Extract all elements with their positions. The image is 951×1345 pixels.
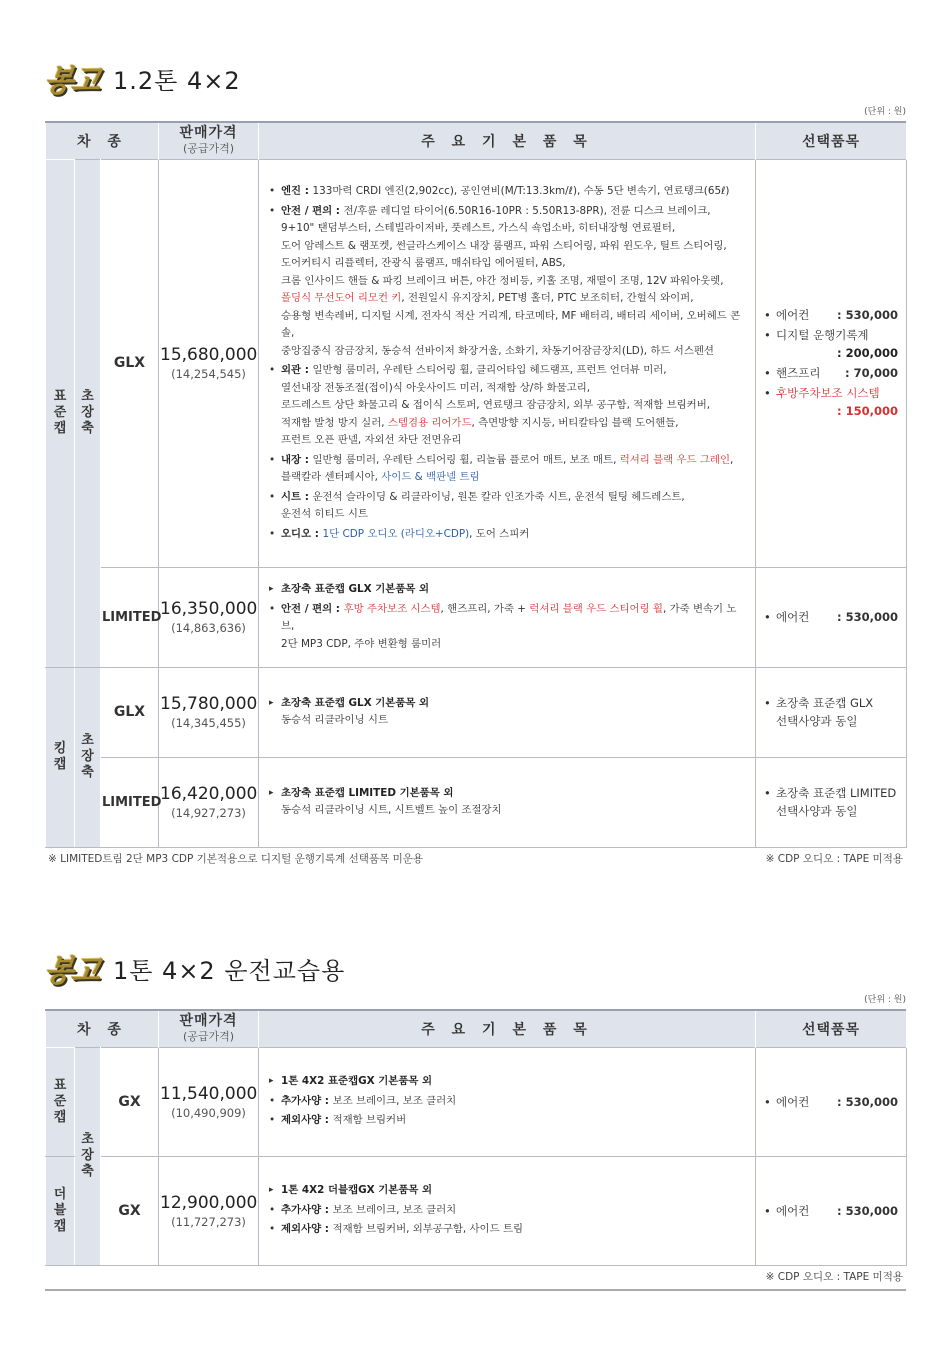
header-options: 선택품목 [756, 1011, 907, 1047]
price-cell: 15,780,000 (14,345,455) [159, 667, 259, 757]
bottom-rule [45, 1289, 906, 1291]
section2-table-wrap [45, 1009, 906, 1266]
features-std-gx: ▸ 1톤 4X2 표준캡GX 기본품목 외 • 추가사양 : 보조 브레이크, 보조 클러치 • 제외사양 : 적재함 브림커버 [259, 1047, 756, 1156]
section1-title-row [42, 53, 241, 103]
header-type: 차 종 [46, 123, 159, 159]
trim-limited: LIMITED [101, 567, 159, 667]
section1-title: 1.2톤 4×2 [112, 66, 241, 95]
axle-long: 초 장 축 [75, 667, 101, 847]
trim-gx: GX [101, 1156, 159, 1265]
header-features: 주 요 기 본 품 목 [259, 123, 756, 159]
section1-unit: (단위 : 원) [864, 107, 906, 117]
trim-glx: GLX [101, 667, 159, 757]
header-price: 판매가격 (공급가격) [159, 1011, 259, 1047]
section2-title-row [42, 943, 346, 993]
axle-long: 초 장 축 [75, 1047, 101, 1265]
section1-table-wrap [45, 121, 906, 848]
trim-glx: GLX [101, 159, 159, 567]
footnote-right: ※ CDP 오디오 : TAPE 미적용 [765, 853, 903, 865]
footnote-right: ※ CDP 오디오 : TAPE 미적용 [765, 1271, 903, 1283]
header-price: 판매가격 (공급가격) [159, 123, 259, 159]
header-features: 주 요 기 본 품 목 [259, 1011, 756, 1047]
options-std-gx: • 에어컨 : 530,000 [756, 1047, 907, 1156]
trim-limited: LIMITED [101, 757, 159, 847]
price-table-2 [45, 1011, 907, 1266]
section2-unit: (단위 : 원) [864, 995, 906, 1005]
features-limited: ▸ 초장축 표준캡 GLX 기본품목 외 • 안전 / 편의 : 후방 주차보조 시스템, 핸즈프리, 가죽 + 럭셔리 블랙 우드 스티어링 휠, 가죽 변속기 노브, 2단 MP3 CDP, 주야 변환형 룸미러 [259, 567, 756, 667]
price-table-1 [45, 123, 907, 848]
features-king-limited: ▸ 초장축 표준캡 LIMITED 기본품목 외 동승석 리클라이닝 시트, 시트벨트 높이 조절장치 [259, 757, 756, 847]
options-double-gx: • 에어컨 : 530,000 [756, 1156, 907, 1265]
options-king-limited: • 초장축 표준캡 LIMITED 선택사양과 동일 [756, 757, 907, 847]
features-double-gx: ▸ 1톤 4X2 더블캡GX 기본품목 외 • 추가사양 : 보조 브레이크, 보조 클러치 • 제외사양 : 적재함 브림커버, 외부공구함, 사이드 트림 [259, 1156, 756, 1265]
cab-standard: 표 준 캡 [46, 1047, 75, 1156]
features-glx: • 엔진 : 133마력 CRDI 엔진(2,902cc), 공인연비(M/T:13.3km/ℓ), 수동 5단 변속기, 연료탱크(65ℓ) • 안전 / 편의 : 전/후륜 레디얼 타이어(6.50R16-10PR : 5.50R13-8PR), 전륜 디스크 브레이크, 9+10" 탠덤부스터, 스테빌라이저바, 풋레스트, 가스식 쇽업소바, 히터내장형 연료필터, 도어 암레스트 & 램포켓, 썬글라스케이스 내장 룸램프, 파워 스티어링, 파워 윈도우, 틸트 스티어링, 도어커티시 리플렉터, 잔광식 룸램프, 매쉬타입 에어필터, ABS, 크롬 인사이드 핸들 & 파킹 브레이크 버튼, 야간 정비등, 키홀 조명, 재떨이 조명, 12V 파워아웃렛, 폴딩식 무선도어 리모컨 키, 전원일시 유지장치, PET병 홀더, PTC 보조히터, 간헐식 와이퍼, 승용형 변속레버, 디지털 시계, 전자식 적산 거리계, 타코메타, MF 배터리, 배터리 세이버, 오버헤드 콘솔, 중앙집중식 잠금장치, 동승석 선바이저 화장거울, 소화기, 차동기어잠금장치(LD), 하드 서스펜션 • 외관 : 일반형 룸미러, 우레탄 스티어링 휠, 클리어타입 헤드램프, 프런트 언더뷰 미러, 열선내장 전동조절(접이)식 아웃사이드 미러, 적재함 상/하 화물고리, 로드레스트 상단 화물고리 & 접이식 스토퍼, 연료탱크 잠금장치, 외부 공구함, 적재함 브림커버, 적재함 발청 방지 실러, 스텝겸용 리어가드, 측면방향 지시등, 버티칼타입 블랙 도어핸들, 프런트 오픈 판넬, 자외선 차단 전면유리 • 내장 : 일반형 룸미러, 우레탄 스티어링 휠, 리놀륨 플로어 매트, 보조 매트, 럭셔리 블랙 우드 그레인, 블랙칼라 센터페시아, 사이드 & 백판넬 트림 • 시트 : 운전석 슬라이딩 & 리클라이닝, 원톤 칼라 인조가죽 시트, 운전석 틸팅 헤드레스트, 운전석 히티드 시트 • 오디오 : 1단 CDP 오디오 (라디오+CDP), 도어 스피커 [259, 159, 756, 567]
bongo-logo: 봉고 [42, 954, 101, 989]
header-type: 차 종 [46, 1011, 159, 1047]
cab-double: 더 블 캡 [46, 1156, 75, 1265]
footnote-left: ※ LIMITED트림 2단 MP3 CDP 기본적용으로 디지털 운행기록계 선택품목 미운용 [48, 853, 424, 865]
price-cell: 15,680,000 (14,254,545) [159, 159, 259, 567]
cab-standard: 표 준 캡 [46, 159, 75, 667]
price-cell: 16,420,000 (14,927,273) [159, 757, 259, 847]
header-options: 선택품목 [756, 123, 907, 159]
section2-title: 1톤 4×2 운전교습용 [112, 956, 346, 985]
price-cell: 12,900,000 (11,727,273) [159, 1156, 259, 1265]
options-limited: • 에어컨 : 530,000 [756, 567, 907, 667]
axle-long: 초 장 축 [75, 159, 101, 667]
bongo-logo: 봉고 [42, 64, 101, 99]
options-king-glx: • 초장축 표준캡 GLX 선택사양과 동일 [756, 667, 907, 757]
options-glx: • 에어컨 : 530,000 • 디지털 운행기록계 : 200,000 • 핸즈프리 : 70,000 • 후방주차보조 시스템 : 150,000 [756, 159, 907, 567]
trim-gx: GX [101, 1047, 159, 1156]
cab-king: 킹 캡 [46, 667, 75, 847]
features-king-glx: ▸ 초장축 표준캡 GLX 기본품목 외 동승석 리클라이닝 시트 [259, 667, 756, 757]
price-cell: 11,540,000 (10,490,909) [159, 1047, 259, 1156]
price-cell: 16,350,000 (14,863,636) [159, 567, 259, 667]
